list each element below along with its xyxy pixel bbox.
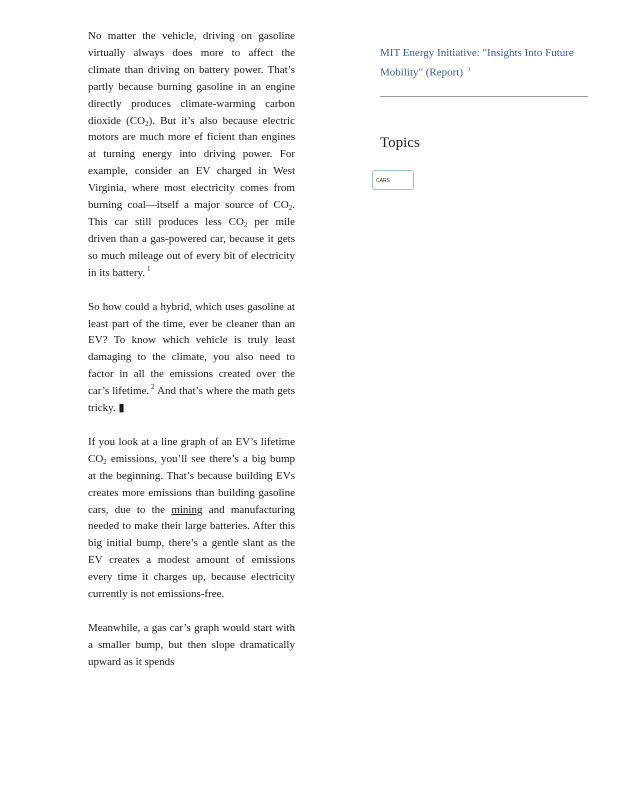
article-paragraph-1 [88,28,295,282]
text: and manufacturing needed to make their large batteries. After this big initial bump, there’s a gentle slant as the EV creates a modest amount of emissions every time it charges up, because electricity currently is not emissions-free. [88,503,295,601]
sidebar [376,45,588,184]
source-link[interactable] [380,45,588,81]
source-footnote-ref: 1 [468,66,472,73]
text: . This car still produces less CO [88,199,295,228]
footnote-ref-1[interactable]: 1 [147,264,151,273]
subscript: 2 [243,220,248,229]
source-link-text: MIT Energy Initiative: "Insights Into Future Mobility" (Report) [380,47,574,79]
subscript: 2 [103,457,107,466]
end-mark: ▮ [118,402,125,415]
text: emissions, you’ll see there’s a big bump at the beginning. That’s because building EVs creates more emissions than building gasoline cars, due to the [88,452,295,516]
article-paragraph-4 [88,620,295,671]
topic-tag-cars[interactable]: CARS [372,170,414,190]
text: per mile driven than a gas-powered car, because it gets so much mileage out of every bit of electricity in its battery. [88,215,295,279]
subscript: 2 [145,119,149,128]
footnote-ref-2[interactable]: 2 [151,383,155,392]
text: If you look at a line graph of an EV’s lifetime CO [88,435,295,465]
article-paragraph-3 [88,434,295,603]
text: No matter the vehicle, driving on gasoline virtually always does more to affect the climate than driving on battery power. That’s partly because burning gasoline in an engine directly produces climate-warming carbon dioxide (CO [88,30,295,127]
divider [380,96,588,97]
text: So how could a hybrid, which uses gasoline at least part of the time, ever be cleaner than an EV? To know which vehicle is truly least damaging to the climate, you also need to factor in all the emissions created over the car’s lifetime. [88,300,295,398]
text: Meanwhile, a gas car’s graph would start with a smaller bump, but then slope dramatically upward as it spends [88,622,295,668]
topics-heading: Topics [380,134,420,151]
article-paragraph-2 [88,299,295,417]
text: ). But it’s also because electric motors are much more ef ficient than engines at turning energy into driving power. For example, consider an EV charged in West Virginia, where most electricity comes from burning coal—itself a major source of CO [88,114,295,212]
subscript: 2 [288,204,293,213]
mining-link[interactable]: mining [171,503,203,516]
text: And that’s where the math gets tricky. [88,385,295,415]
article-body [88,28,295,688]
